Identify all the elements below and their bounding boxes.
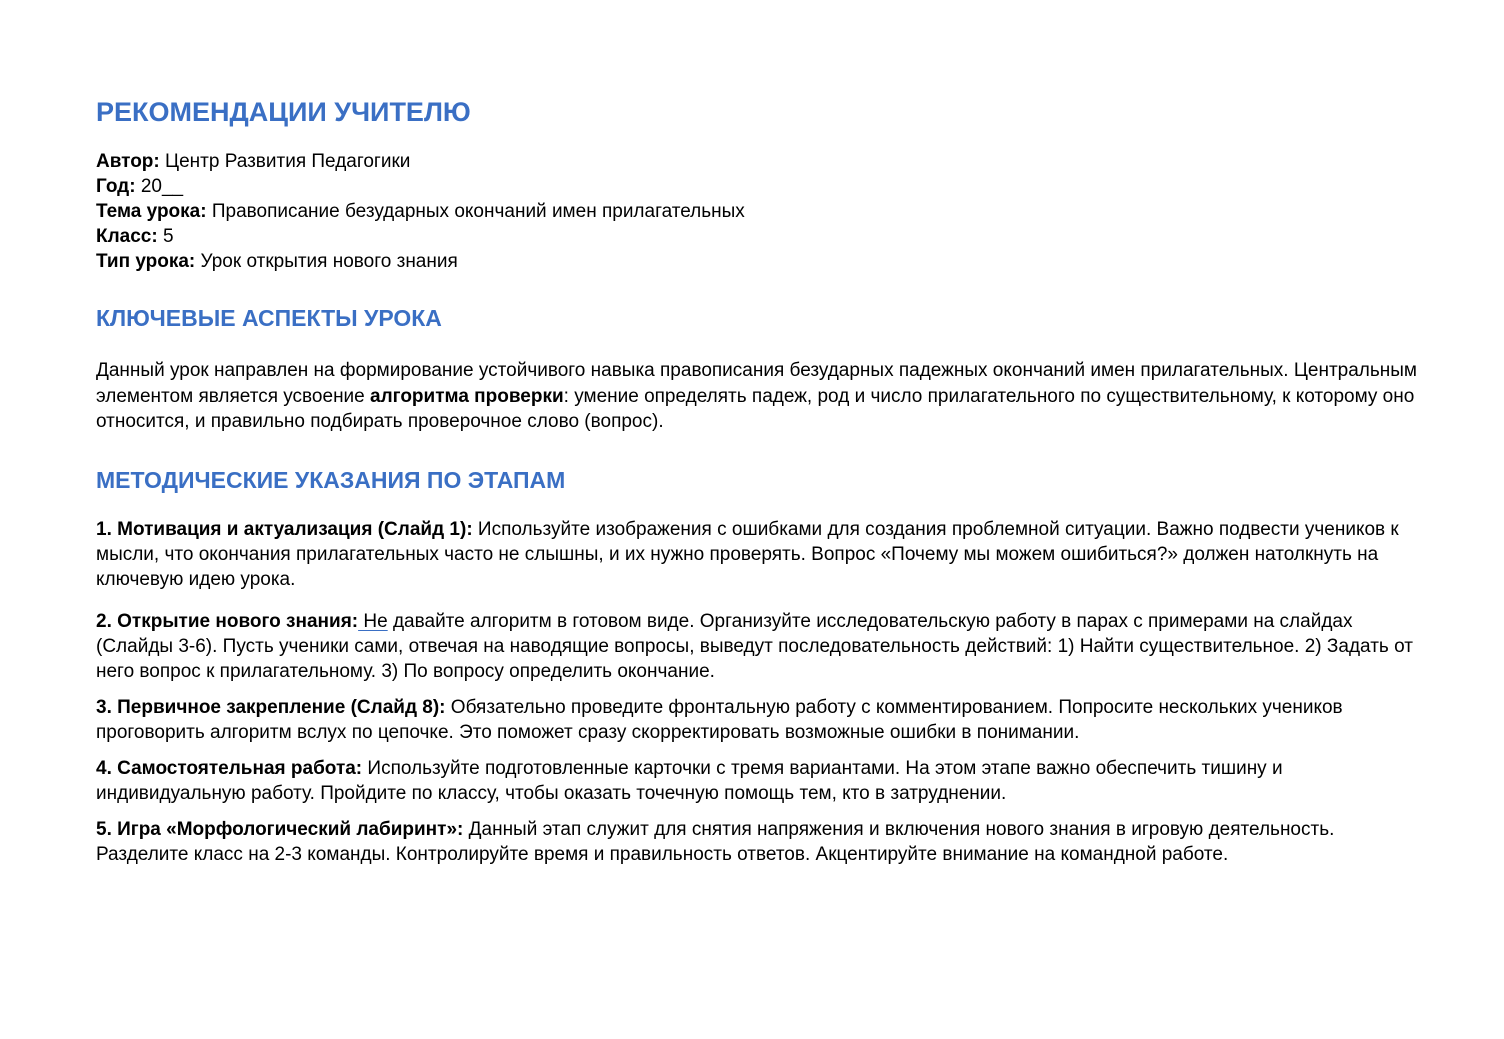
step-4-text: Используйте подготовленные карточки с тремя вариантами. На этом этапе важно обеспечить тишину и индивидуальную работу. Пройдите по классу, чтобы оказать точечную помощь тем, кто в затруднении.	[96, 757, 1283, 804]
step-3-text: Обязательно проведите фронтальную работу с комментированием. Попросите нескольких учеников проговорить алгоритм вслух по цепочке. Это поможет сразу скорректировать возможные ошибки в понимании.	[96, 696, 1343, 743]
step-2	[96, 609, 1426, 684]
meta-class	[96, 224, 1426, 249]
aspects-text-after: : умение определять падеж, род и число прилагательного по существительному, к которому оно относится, и правильно подбирать проверочное слово (вопрос).	[96, 385, 1415, 432]
document-page	[96, 96, 1426, 867]
meta-author-value: Центр Развития Педагогики	[159, 151, 411, 172]
lesson-meta	[96, 149, 1426, 274]
step-1-label: 1. Мотивация и актуализация (Слайд 1):	[96, 518, 473, 540]
step-2-label	[96, 611, 358, 632]
meta-year-label: Год:	[96, 176, 136, 197]
step-2-underlined: Не	[358, 610, 388, 632]
step-2-label-text: 2. Открытие нового знания:	[96, 610, 359, 632]
aspects-paragraph	[96, 358, 1426, 435]
meta-year-value: 20__	[135, 176, 184, 197]
aspects-text-bold: алгоритма проверки	[370, 385, 564, 407]
aspects-text-before: Данный урок направлен на формирование устойчивого навыка правописания безударных падежных окончаний имен прилагательных. Центральным элементом является усвоение	[96, 360, 1417, 407]
method-heading: МЕТОДИЧЕСКИЕ УКАЗАНИЯ ПО ЭТАПАМ	[96, 466, 566, 493]
meta-topic-value: Правописание безударных окончаний имен прилагательных	[206, 201, 745, 222]
meta-class-label: Класс:	[96, 226, 158, 247]
step-3-label: 3. Первичное закрепление (Слайд 8):	[96, 696, 446, 718]
meta-type	[96, 249, 1426, 274]
meta-class-value: 5	[157, 226, 174, 247]
aspects-heading: КЛЮЧЕВЫЕ АСПЕКТЫ УРОКА	[96, 305, 442, 331]
step-5	[96, 817, 1426, 867]
meta-type-label: Тип урока:	[96, 251, 196, 272]
step-5-label: 5. Игра «Морфологический лабиринт»:	[96, 818, 464, 840]
step-2-text: давайте алгоритм в готовом виде. Организуйте исследовательскую работу в парах с примерами на слайдах (Слайды 3-6). Пусть ученики сами, отвечая на наводящие вопросы, выведут последовательность действий: 1) Найти существительное. 2) Задать от него вопрос к прилагательному. 3) По вопросу определить окончание.	[96, 610, 1413, 682]
step-1	[96, 517, 1426, 592]
meta-author-label: Автор:	[96, 151, 160, 172]
step-4	[96, 756, 1426, 806]
meta-author	[96, 149, 1426, 174]
step-1-text: Используйте изображения с ошибками для создания проблемной ситуации. Важно подвести учеников к мысли, что окончания прилагательных часто не слышны, и их нужно проверять. Вопрос «Почему мы можем ошибиться?» должен натолкнуть на ключевую идею урока.	[96, 518, 1399, 590]
step-4-label: 4. Самостоятельная работа:	[96, 757, 363, 779]
meta-topic-label: Тема урока:	[96, 201, 207, 222]
meta-type-value: Урок открытия нового знания	[195, 251, 458, 272]
meta-year	[96, 174, 1426, 199]
step-3	[96, 695, 1426, 745]
step-5-text: Данный этап служит для снятия напряжения и включения нового знания в игровую деятельность. Разделите класс на 2-3 команды. Контролируйте время и правильность ответов. Акцентируйте внимание на командной работе.	[96, 818, 1335, 865]
page-title: РЕКОМЕНДАЦИИ УЧИТЕЛЮ	[96, 97, 471, 127]
meta-topic	[96, 199, 1426, 224]
